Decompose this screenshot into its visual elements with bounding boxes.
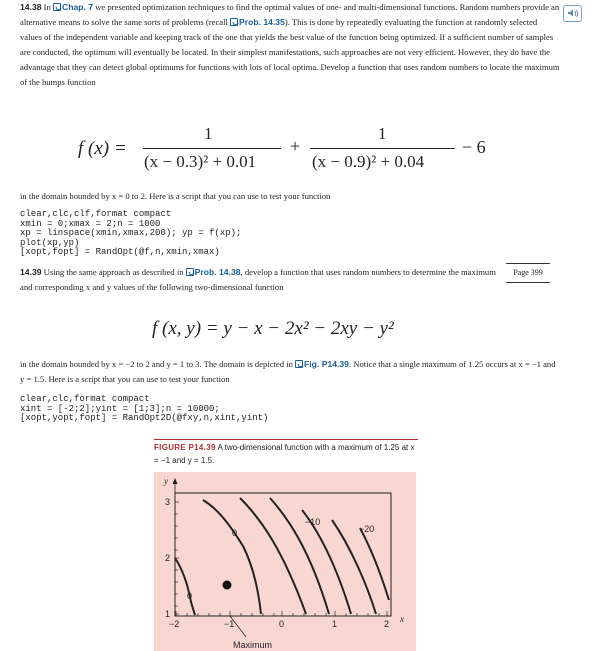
x-tick-label: 2 <box>384 619 390 629</box>
fig-p14-39-link-label: Fig. P14.39 <box>304 359 349 369</box>
contour-minus-20 <box>360 528 389 600</box>
problem-text-b: ). This is done by repeatedly evaluating the function at randomly selected values of the independent variable and keeping track of the one that yields the best value of the function being optimized. If a sufficient number of samples are conducted, the optimum will eventually be located. In their simplest manifestations, such approaches are not very efficient. However, they do have the advantage that they can detect global optimums for functions with lots of local optima. Develop a function that uses random numbers to locate the maximum of the humps function <box>20 16 560 87</box>
prob-14-38-link-label: Prob. 14.38 <box>194 267 241 277</box>
problem-text-a: Using the same approach as described in <box>43 267 184 277</box>
domain-text-a: in the domain bounded by x = −2 to 2 and y = 1 to 3. The domain is depicted in <box>20 359 293 369</box>
problem-number: 14.39 <box>20 267 42 277</box>
contour-lines <box>175 498 389 615</box>
domain-text-14-39 <box>20 357 560 387</box>
problem-number: 14.38 <box>20 2 42 12</box>
figure-label: FIGURE P14.39 <box>154 443 216 452</box>
prob-14-35-link[interactable] <box>230 17 285 27</box>
y-tick-labels <box>165 497 170 619</box>
x-axis-label: x <box>400 614 404 624</box>
speaker-icon <box>564 6 581 21</box>
fig-p14-39-link[interactable] <box>295 359 349 369</box>
external-link-icon <box>186 268 194 276</box>
x-tick-label: 0 <box>279 619 285 629</box>
chap-7-link[interactable] <box>53 2 93 12</box>
y-axis-arrowhead <box>173 478 178 484</box>
problem-text-b: , develop a function that uses random numbers to determine the maximum and corresponding x and y values of the following two-dimensional function <box>20 267 496 292</box>
maximum-label: Maximum <box>233 640 273 650</box>
code-block-14-39: clear,clc,format compact xint = [-2;2];yint = [1;3];n = 10000; [xopt,yopt,fopt] = RandOpt2D(@fxy,n,xint,yint) <box>20 394 269 424</box>
prob-14-35-link-label: Prob. 14.35 <box>239 16 285 27</box>
y-tick-label: 3 <box>165 497 171 507</box>
external-link-icon <box>53 3 61 11</box>
equation-numerator-2: 1 <box>378 124 387 143</box>
chap-7-link-label: Chap. 7 <box>62 2 94 12</box>
equation-denominator-1: (x − 0.3)² + 0.01 <box>144 152 257 171</box>
contour-plot <box>154 472 416 651</box>
plot-frame <box>175 493 391 616</box>
external-link-icon <box>295 360 303 368</box>
two-d-equation: f (x, y) = y − x − 2x² − 2xy − y² <box>152 318 394 339</box>
contour-label-zero-upper: 0 <box>232 528 238 538</box>
contour-label-minus-10: −10 <box>305 517 321 527</box>
contour-c <box>332 520 376 614</box>
page-marker: Page 399 <box>506 263 550 283</box>
problem-14-39-paragraph <box>20 265 500 295</box>
x-tick-labels <box>169 619 389 629</box>
y-tick-label: 1 <box>165 609 171 619</box>
problem-text-a: we presented optimization techniques to find the optimal values of one- and multi-dimensional functions. Random numbers provide an alternative means to solve the same sorts of problems (recall <box>20 2 560 27</box>
equation-plus: + <box>290 136 301 156</box>
figure-caption <box>154 441 419 467</box>
code-block-14-38: clear,clc,clf,format compact xmin = 0;xmax = 2;n = 1000 xp = linspace(xmin,xmax,200); yp = f(xp); plot(xp,yp) [xopt,fopt] = RandOpt(@f,n,xmin,xmax) <box>20 209 242 258</box>
equation-lhs: f (x) = <box>78 138 127 159</box>
maximum-point <box>223 581 232 590</box>
contour-a <box>240 498 306 614</box>
y-tick-label: 2 <box>165 553 171 563</box>
equation-denominator-2: (x − 0.9)² + 0.04 <box>312 152 425 171</box>
prob-14-38-link[interactable] <box>186 267 241 277</box>
contour-zero-upper <box>203 500 261 614</box>
fraction-bar-1 <box>143 148 281 149</box>
equation-tail: − 6 <box>462 137 486 157</box>
fraction-bar-2 <box>310 148 455 149</box>
equation-numerator-1: 1 <box>204 124 213 143</box>
external-link-icon <box>230 18 238 26</box>
domain-text-14-38: in the domain bounded by x = 0 to 2. Here is a script that you can use to test your function <box>20 191 331 201</box>
figure-caption-text: A two-dimensional function with a maximum of 1.25 at x = −1 and y = 1.5. <box>154 443 415 465</box>
x-axis-ticks <box>176 611 387 616</box>
in-text: In <box>43 2 51 12</box>
x-tick-label: −1 <box>224 619 235 629</box>
domain-text-b: . Notice that a single maximum of 1.25 occurs at x = −1 and y = 1.5. Here is a script that you can use to test your function <box>20 359 556 384</box>
contour-zero-lower <box>175 558 195 615</box>
contour-label-minus-20: −20 <box>359 524 375 534</box>
x-tick-label: 1 <box>332 619 338 629</box>
x-tick-label: −2 <box>169 619 180 629</box>
figure-caption-rule <box>154 439 418 440</box>
audio-button[interactable] <box>563 5 582 22</box>
problem-14-38-paragraph <box>20 0 560 89</box>
y-axis-label: y <box>164 476 168 486</box>
contour-label-zero-lower: 0 <box>187 591 193 601</box>
